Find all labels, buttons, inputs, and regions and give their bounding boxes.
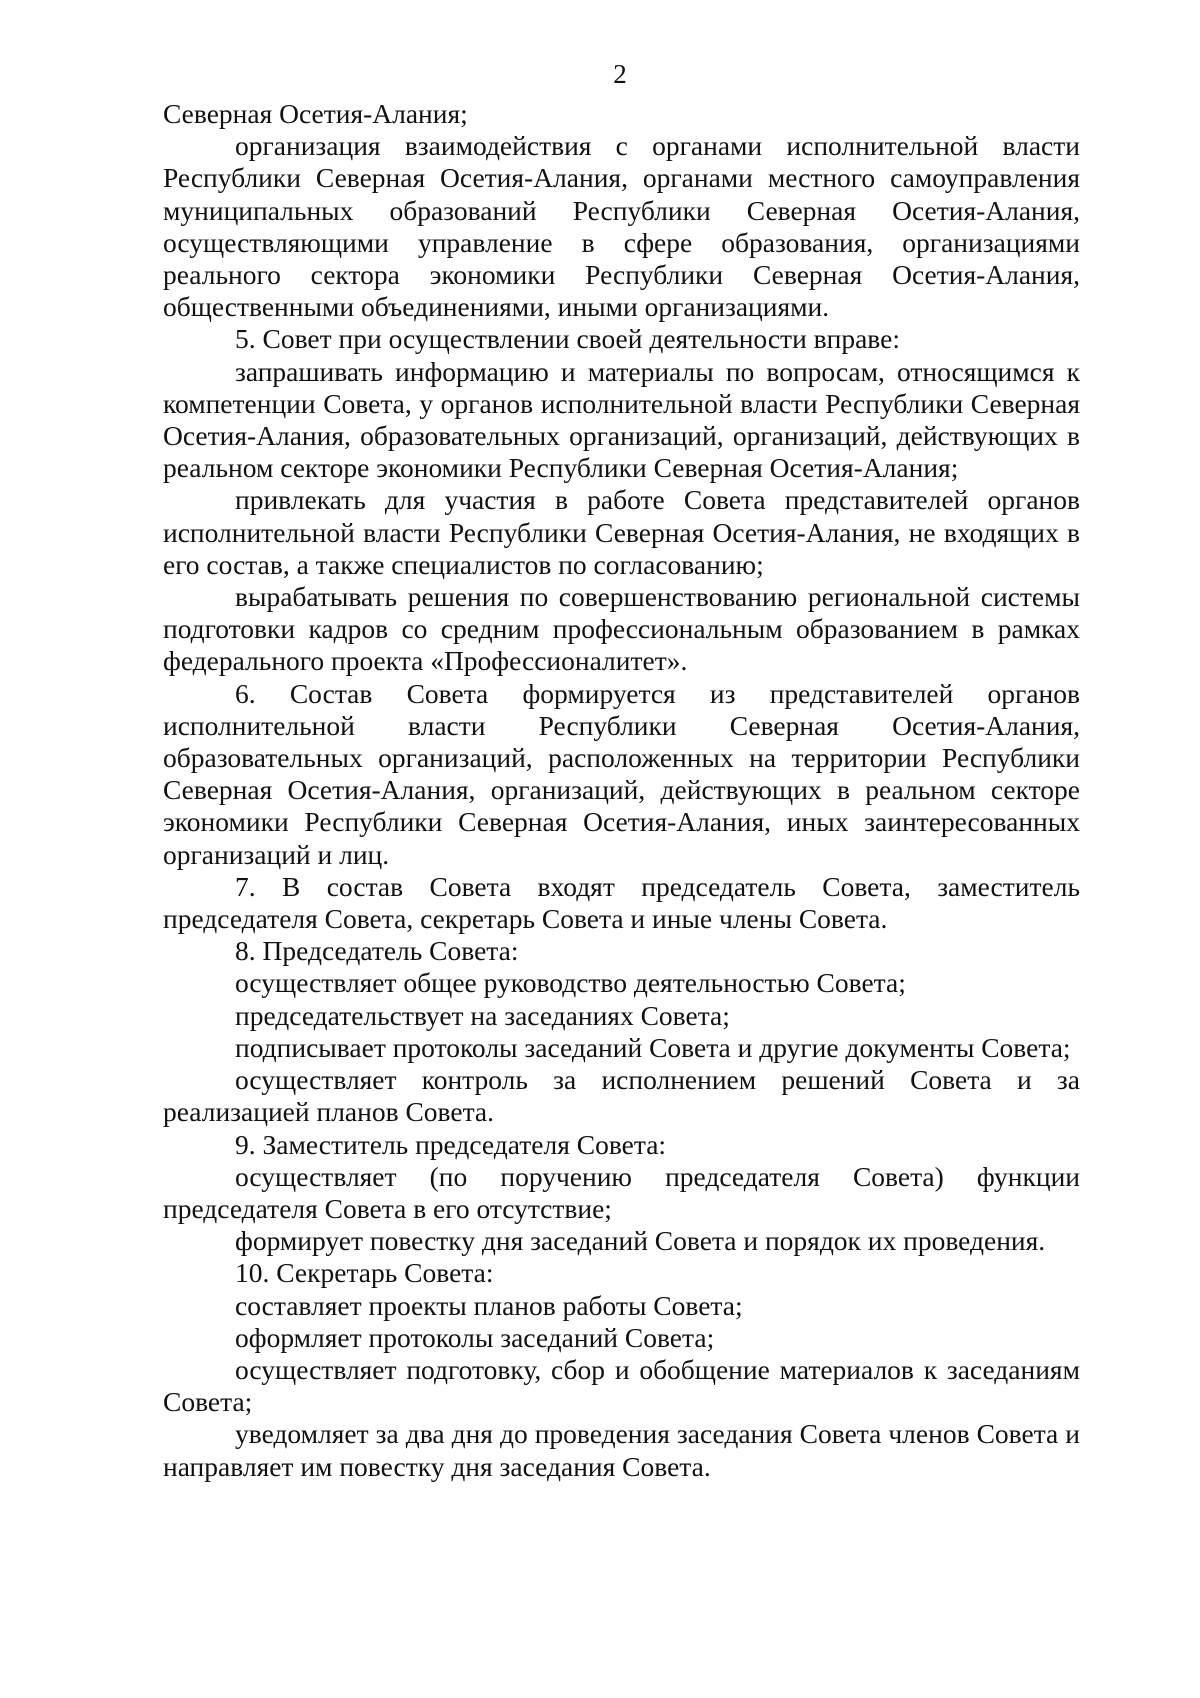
- paragraph: оформляет протоколы заседаний Совета;: [235, 1321, 715, 1353]
- paragraph: 6. Состав Совета формируется из представителей органов исполнительной власти Республики Северная Осетия-Алания, образовательных организаций, расположенных на территории Республики Северная Осетия-Алания, организаций, действующих в реальном секторе экономики Республики Северная Осетия-Алания, иных заинтересованных организаций и лиц.: [163, 677, 1080, 870]
- section-heading: 10. Секретарь Совета:: [235, 1257, 494, 1289]
- paragraph: запрашивать информацию и материалы по вопросам, относящимся к компетенции Совета, у органов исполнительной власти Республики Северная Осетия-Алания, образовательных организаций, организаций, действующих в реальном секторе экономики Республики Северная Осетия-Алания;: [163, 355, 1080, 484]
- paragraph: составляет проекты планов работы Совета;: [235, 1289, 743, 1321]
- section-heading: 9. Заместитель председателя Совета:: [235, 1128, 667, 1160]
- paragraph: осуществляет подготовку, сбор и обобщение материалов к заседаниям Совета;: [163, 1353, 1080, 1418]
- paragraph: Северная Осетия-Алания;: [163, 98, 468, 129]
- page-number: 2: [613, 59, 627, 89]
- paragraph: осуществляет (по поручению председателя Совета) функции председателя Совета в его отсутствие;: [163, 1160, 1080, 1224]
- paragraph: вырабатывать решения по совершенствованию региональной системы подготовки кадров со средним профессиональным образованием в рамках федерального проекта «Профессионалитет».: [163, 581, 1080, 677]
- paragraph: организация взаимодействия с органами исполнительной власти Республики Северная Осетия-Алания, органами местного самоуправления муниципальных образований Республики Северная Осетия-Алания, осуществляющими управление в сфере образования, организациями реального сектора экономики Республики Северная Осетия-Алания, общественными объединениями, иными организациями.: [163, 130, 1080, 323]
- section-heading: 8. Председатель Совета:: [235, 935, 519, 967]
- paragraph: 7. В состав Совета входят председатель Совета, заместитель председателя Совета, секретарь Совета и иные члены Совета.: [163, 870, 1080, 935]
- paragraph: формирует повестку дня заседаний Совета и порядок их проведения.: [235, 1225, 1046, 1257]
- paragraph: осуществляет контроль за исполнением решений Совета и за реализацией планов Совета.: [163, 1064, 1080, 1128]
- section-heading: 5. Совет при осуществлении своей деятельности вправе:: [235, 323, 900, 355]
- paragraph: подписывает протоколы заседаний Совета и другие документы Совета;: [235, 1031, 1071, 1063]
- paragraph: привлекать для участия в работе Совета представителей органов исполнительной власти Республики Северная Осетия-Алания, не входящих в его состав, а также специалистов по согласованию;: [163, 484, 1080, 580]
- document-body: [163, 98, 1080, 1483]
- paragraph: председательствует на заседаниях Совета;: [235, 999, 730, 1031]
- paragraph: уведомляет за два дня до проведения заседания Совета членов Совета и направляет им повестку дня заседания Совета.: [163, 1418, 1080, 1482]
- paragraph: осуществляет общее руководство деятельностью Совета;: [235, 967, 906, 999]
